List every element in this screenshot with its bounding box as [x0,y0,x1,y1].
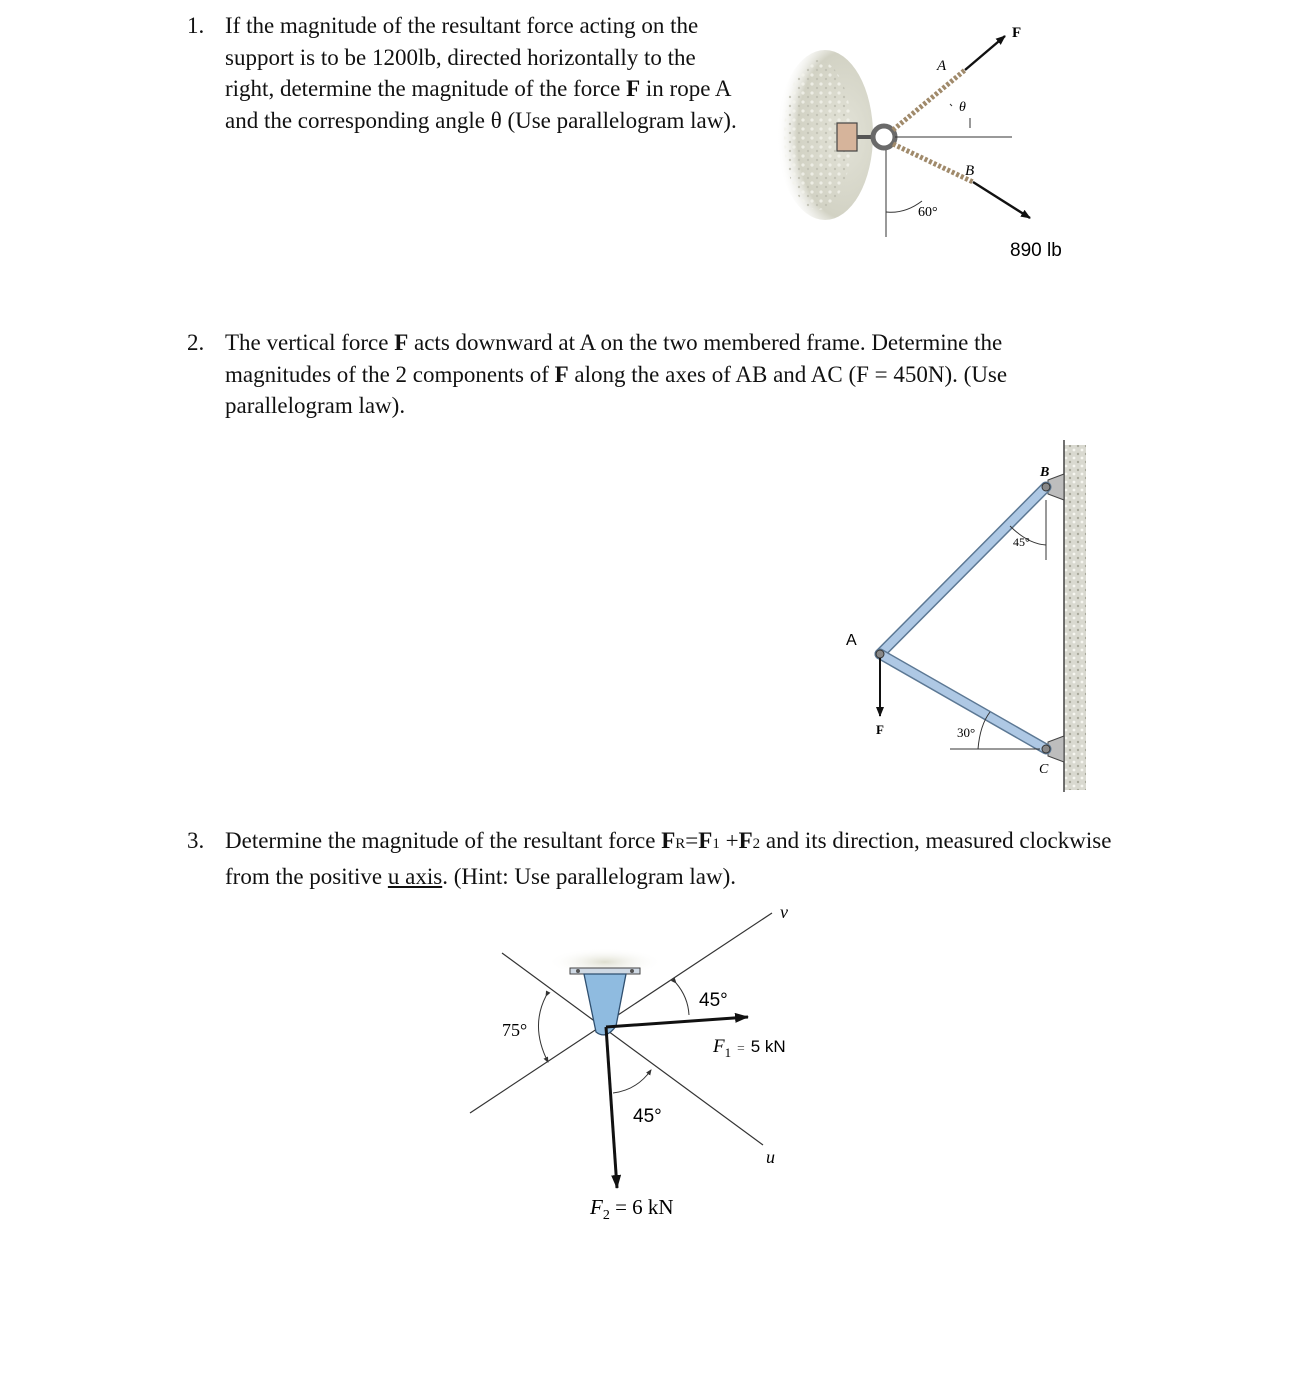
problem-3-bold-F1: F [698,828,713,853]
force-F1-arrow [606,1017,748,1027]
label-45-bottom: 45° [633,1106,662,1127]
angle-45-bottom-arc [613,1070,651,1093]
force-F2-arrow [606,1027,617,1188]
label-60: 60° [918,205,938,220]
label-F: F [876,722,884,737]
problem-2-bold-F1: F [394,330,409,355]
rope-A [893,70,965,130]
label-F2: $F_2 = 6$ kN [590,1195,674,1223]
problem-3-text [225,825,1125,892]
problem-3-u-axis: u axis [387,863,443,889]
problem-3-bold-F2: F [738,828,753,853]
problem-1-number: 1. [187,13,205,38]
mount-plate [570,968,640,974]
problem-3-text-b: and its direction, measured clockwise from the positive [225,828,1112,889]
label-A: A [937,58,947,74]
problem-2-text-a: The vertical force [225,330,395,355]
problem-2-figure [830,435,1100,800]
member-AB-fill [880,487,1046,654]
angle-75-arc [538,996,548,1062]
problem-3-text-c: . (Hint: Use parallelogram law). [442,863,736,889]
label-v: v [780,902,788,922]
problem-3-sub-R: R [675,836,686,852]
label-u: u [766,1147,775,1167]
bolt-right [630,969,634,973]
problem-2-text-b: acts downward at A on the two membered frame. Determine the magnitudes of the 2 components of [225,330,1003,387]
pin-B [1042,483,1050,491]
label-B: B [965,163,975,179]
problem-3-figure [460,895,820,1225]
force-F-arrow [965,36,1005,70]
pin-A [876,650,884,658]
force-B-arrow [973,182,1030,218]
rope-B [893,144,973,182]
label-45: 45° [1013,535,1030,549]
label-30: 30° [957,725,976,740]
axis-v [470,913,772,1113]
problem-2-number: 2. [187,330,205,355]
problem-3-eq: = [685,828,699,853]
angle-theta-arc [950,104,952,106]
angle-60-arc [886,201,922,212]
label-75: 75° [502,1020,528,1040]
problem-2-text-c: along the axes of AB and AC (F = 450N). (Use parallelogram law). [225,361,1008,418]
label-F1: $F_1$ = 5 kN [713,1036,786,1060]
label-C: C [1039,762,1049,777]
label-F: F [1012,25,1022,41]
pin-C [1042,745,1050,753]
problem-1-text [225,10,745,136]
wall [1064,445,1086,790]
problem-2-text [225,327,1105,422]
label-B: B [1040,465,1050,480]
problem-1-text-b: in rope A and the corresponding angle θ (Use parallelogram law). [225,76,737,133]
problem-3-plus: + [719,828,739,853]
label-theta: θ [959,100,966,115]
label-A: A [846,632,857,649]
support-ring [873,126,895,148]
problem-1-figure [770,15,1090,275]
label-890: 890 lb [1010,240,1062,261]
label-45-top: 45° [699,990,728,1011]
problem-3-bold-FR: F [661,828,676,853]
problem-1-text-a: If the magnitude of the resultant force acting on the support is to be 1200lb, directed horizontally to the right, determine the magnitude of the force [225,13,699,101]
problem-3-sub-1: 1 [712,836,720,852]
problem-3-text-a: Determine the magnitude of the resultant force [225,828,662,853]
angle-45-top-arc [676,983,689,1015]
bolt-left [576,969,580,973]
problem-3-sub-2: 2 [752,836,761,852]
problem-2-bold-F2: F [554,361,569,387]
support-block [837,123,857,151]
problem-3-number: 3. [187,828,205,853]
problem-1-bold-F: F [626,76,641,101]
